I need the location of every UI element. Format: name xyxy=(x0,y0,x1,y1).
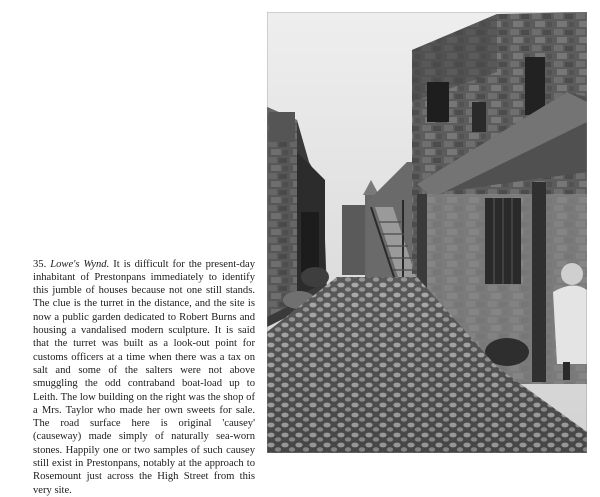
caption-title: Lowe's Wynd. xyxy=(50,258,110,270)
caption-number: 35. xyxy=(33,258,47,270)
historic-street-photograph xyxy=(267,12,587,453)
caption-body: It is difficult for the present-day inhabitant of Prestonpans immediately to identify this jumble of houses because not one still stands. The clue is the turret in the distance, and the site is now a public garden dedicated to Robert Burns and housing a vandalised modern sculpture. It is said that the turret was built as a look-out point for customs officers at a time when there was a tax on salt and some of the salters were not above smuggling the odd contraband boat-load up to Leith. The low building on the right was the shop of a Mrs. Taylor who made her own sweets for sale. The road surface here is original 'causey' (causeway) made simply of naturally sea-worn stones. Happily one or two samples of such causey still exist in Prestonpans, notably at the approach to Rosemount just across the High Street from this very site. xyxy=(33,258,256,496)
photo-caption xyxy=(33,258,255,497)
